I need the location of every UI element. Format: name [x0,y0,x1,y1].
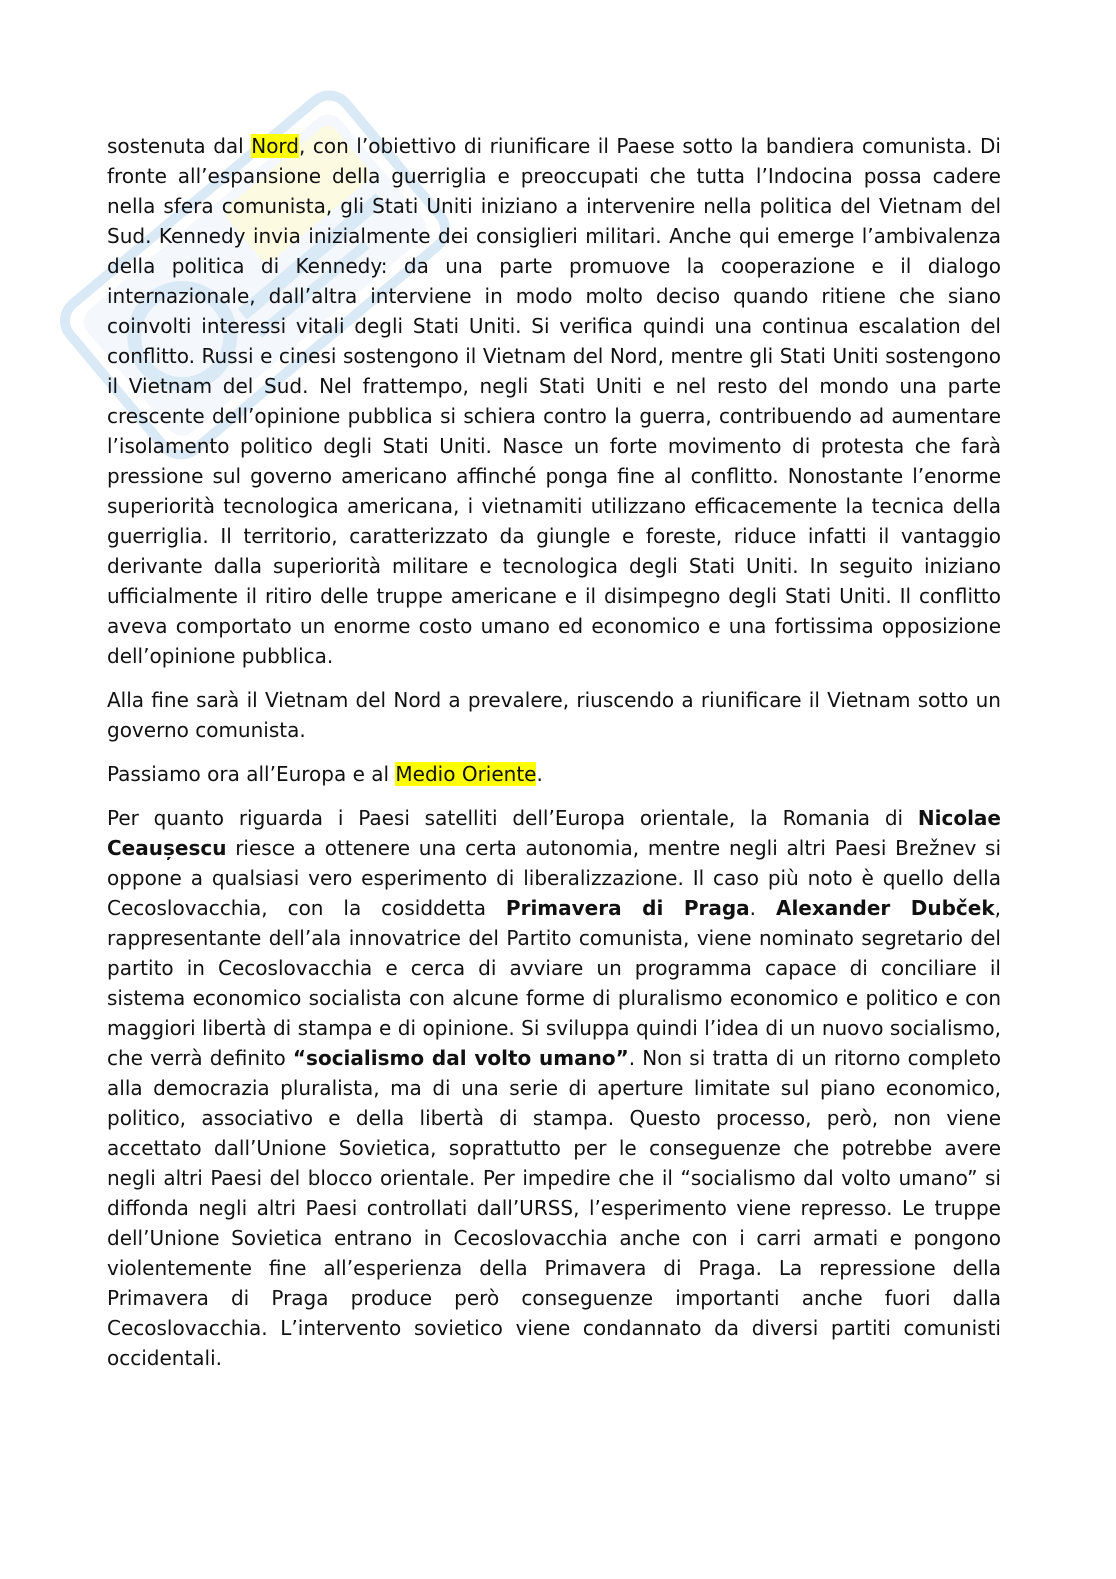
bold-text-socialismo: “socialismo dal volto umano” [292,1046,629,1070]
paragraph-transition: Passiamo ora all’Europa e al Medio Oriente. [107,762,543,786]
bold-text-primavera-praga: Primavera di Praga [505,896,750,920]
paragraph-vietnam-outcome: Alla fine sarà il Vietnam del Nord a prevalere, riuscendo a riunificare il Vietnam sotto un governo comunista. [107,688,1001,742]
document-body [107,131,1001,1387]
bold-text-ceausescu: Nicolae Ceaușescu [107,806,1001,860]
bold-text-dubcek: Alexander Dubček [775,896,995,920]
paragraph-vietnam: sostenuta dal Nord, con l’obiettivo di riunificare il Paese sotto la bandiera comunista. Di fronte all’espansione della guerriglia e preoccupati che tutta l’Indocina possa cadere nella sfera comunista, gli Stati Uniti iniziano a intervenire nella politica del Vietnam del Sud. Kennedy invia inizialmente dei consiglieri militari. Anche qui emerge l’ambivalenza della politica di Kennedy: da una parte promuove la cooperazione e il dialogo internazionale, dall’altra interviene in modo molto deciso quando ritiene che siano coinvolti interessi vitali degli Stati Uniti. Si verifica quindi una continua escalation del conflitto. Russi e cinesi sostengono il Vietnam del Nord, mentre gli Stati Uniti sostengono il Vietnam del Sud. Nel frattempo, negli Stati Uniti e nel resto del mondo una parte crescente dell’opinione pubblica si schiera contro la guerra, contribuendo ad aumentare l’isolamento politico degli Stati Uniti. Nasce un forte movimento di protesta che farà pressione sul governo americano affinché ponga fine al conflitto. Nonostante l’enorme superiorità tecnologica americana, i vietnamiti utilizzano efficacemente la tecnica della guerriglia. Il territorio, caratterizzato da giungle e foreste, riduce infatti il vantaggio derivante dalla superiorità militare e tecnologica degli Stati Uniti. In seguito iniziano ufficialmente il ritiro delle truppe americane e il disimpegno degli Stati Uniti. Il conflitto aveva comportato un enorme costo umano ed economico e una fortissima opposizione dell’opinione pubblica. [107,134,1001,668]
highlighted-text-nord: Nord [251,134,299,158]
highlighted-text-medio-oriente: Medio Oriente [395,762,537,786]
paragraph-primavera-praga: Per quanto riguarda i Paesi satelliti dell’Europa orientale, la Romania di Nicolae Ceaușescu riesce a ottenere una certa autonomia, mentre negli altri Paesi Brežnev si oppone a qualsiasi vero esperimento di liberalizzazione. Il caso più noto è quello della Cecoslovacchia, con la cosiddetta Primavera di Praga. Alexander Dubček, rappresentante dell’ala innovatrice del Partito comunista, viene nominato segretario del partito in Cecoslovacchia e cerca di avviare un programma capace di conciliare il sistema economico socialista con alcune forme di pluralismo economico e politico e con maggiori libertà di stampa e di opinione. Si sviluppa quindi l’idea di un nuovo socialismo, che verrà definito “socialismo dal volto umano”. Non si tratta di un ritorno completo alla democrazia pluralista, ma di una serie di aperture limitate sul piano economico, politico, associativo e della libertà di stampa. Questo processo, però, non viene accettato dall’Unione Sovietica, soprattutto per le conseguenze che potrebbe avere negli altri Paesi del blocco orientale. Per impedire che il “socialismo dal volto umano” si diffonda negli altri Paesi controllati dall’URSS, l’esperimento viene represso. Le truppe dell’Unione Sovietica entrano in Cecoslovacchia anche con i carri armati e pongono violentemente fine all’esperienza della Primavera di Praga. La repressione della Primavera di Praga produce però conseguenze importanti anche fuori dalla Cecoslovacchia. L’intervento sovietico viene condannato da diversi partiti comunisti occidentali. [107,806,1002,1370]
